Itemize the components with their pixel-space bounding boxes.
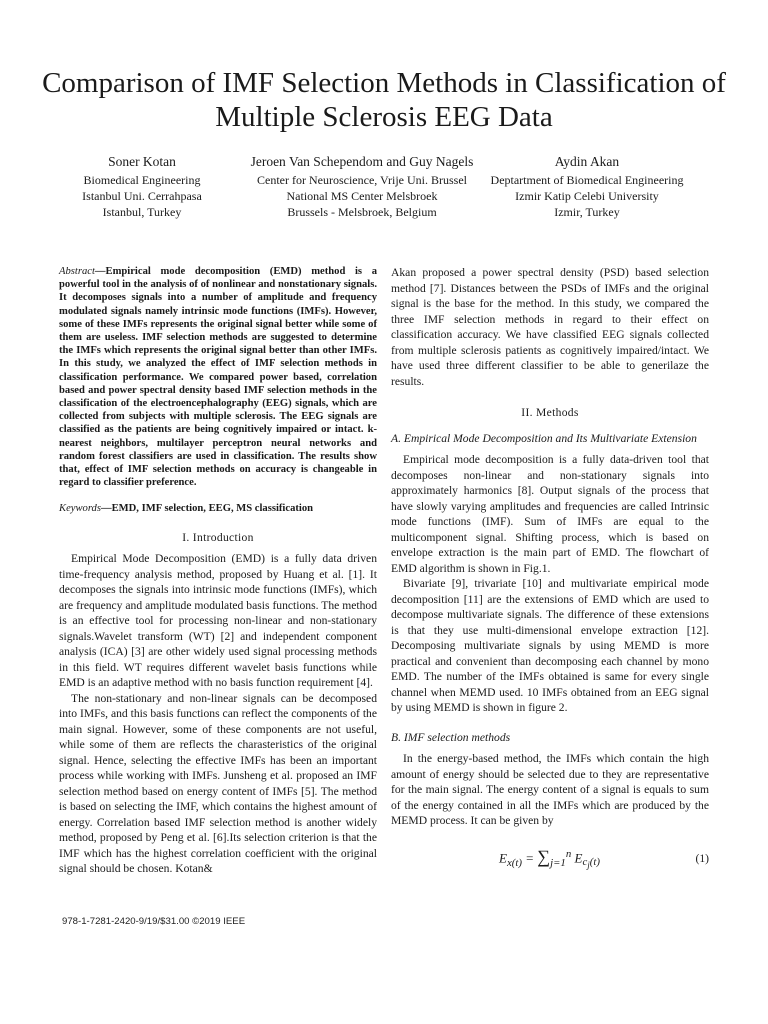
author-affiliation: Brussels - Melsbroek, Belgium [287, 205, 437, 219]
section-heading: II. Methods [521, 406, 579, 419]
author-name: Aydin Akan [554, 154, 620, 169]
author-block [224, 154, 500, 220]
section-heading: I. Introduction [182, 530, 254, 544]
subsection-heading: B. IMF selection methods [391, 730, 511, 744]
keywords: Keywords—EMD, IMF selection, EEG, MS classification [59, 503, 314, 515]
author-block [474, 154, 700, 220]
paragraph: Akan proposed a power spectral density (PSD) based selection method [7]. Distances between the PSDs of IMFs and the original signal is the base for the method. In this study, we compared the three IMF selection methods in regard to their effect on classification accuracy. We have classified EEG signals collected from multiple sclerosis patients as cognitively impaired/intact. We have used three different classifier to be able to generilaze the results. [391, 266, 709, 388]
author-affiliation: Istanbul, Turkey [102, 205, 182, 219]
paragraph: The non-stationary and non-linear signals can be decomposed into IMFs, and this basis functions can reflect the components of the main signal. However, some of these components are not useful, while some of them are reflects the charasteristics of the original signal. Hence, selecting the effective IMFs has been an important process while working with IMFs. Junsheng et al. proposed an IMF selection method based on energy content of IMFs [5]. The method is based on selecting the IMF, which contains the highest amount of energy. Correlation based IMF selection method is another widely method, proposed by Peng et al. [6].Its selection criterion is that the IMF which has the highest correlation coefficient with the original signal should be chosen. Kotan& [59, 691, 377, 876]
equation [391, 841, 709, 885]
author-affiliation: Deptartment of Biomedical Engineering [490, 173, 684, 187]
author-block [62, 154, 222, 220]
abstract: Abstract—Empirical mode decomposition (EMD) method is a powerful tool in the analysis of of nonlinear and nonstationary signals. It decomposes signals into a number of amplitude and frequency modulated signals namely intrinsic mode functions (IMFs). However, some of these IMFs represents the original signal better while some of them are useless. IMF selection methods are suggested to determine the IMFs which represents the original signal better than other IMFs. In this study, we analyzed the effect of IMF selection methods in classification performance. We compared power based, correlation based and power spectral density based IMF selection methods in the classification of the electroencephalography (EEG) signals, which are collected from subjects with multiple sclerosis. The EEG signals are classified as the patients are being cognitively impaired or intact. k-nearest neighbors, multilayer perceptron neural networks and random forest classifiers are used in classification. The results show that, effect of IMF selection methods on accuracy is changeable in regard to classifier preference. [59, 266, 377, 489]
author-name: Jeroen Van Schependom and Guy Nagels [250, 154, 474, 169]
paragraph: In the energy-based method, the IMFs which contain the high amount of energy should be selected due to they are representative for the main signal. The energy content of a signal is equals to sum of the energy contained in all the IMFs which are produced by the MEMD process. It can be given by [391, 752, 709, 827]
paragraph: Empirical Mode Decomposition (EMD) is a fully data driven time-frequency analysis method, proposed by Huang et al. [1]. It decomposes the signals into intrinsic mode functions (IMFs), which are frequency and amplitude modulated basis functions. The method is an effective tool for processing non-linear and non-stationary signals.Wavelet transform (WT) [2] and independent component analysis (ICA) [3] are other widely used signal processing methods in this field. WT requires different wavelet basis functions while EMD is an adaptive method with no basis function requirement [4]. [59, 552, 377, 690]
author-affiliation: National MS Center Melsbroek [286, 189, 438, 203]
author-affiliation: Center for Neuroscience, Vrije Uni. Brussel [257, 173, 467, 187]
copyright-footer: 978-1-7281-2420-9/19/$31.00 ©2019 IEEE [62, 916, 246, 927]
equation-number: (1) [695, 851, 709, 865]
author-name: Soner Kotan [108, 154, 176, 169]
author-affiliation: Istanbul Uni. Cerrahpasa [82, 189, 202, 203]
author-affiliation: Izmir, Turkey [554, 205, 620, 219]
paper-title: Comparison of IMF Selection Methods in Classification of Multiple Sclerosis EEG Data [42, 67, 726, 133]
right-column [391, 265, 709, 885]
paragraph: Bivariate [9], trivariate [10] and multivariate empirical mode decomposition [11] are the extensions of EMD which are used to decompose multivariate signals. The difference of these extensions is that they use multi-dimensional envelope extraction [12]. Decomposing multivariate signals by using MEMD is more practical and convenient than decomposing each channel by mono EMD. The number of the IMFs obtained is same for every single channel when MEMD used. 10 IMFs obtained from an EEG signal by using MEMD is shown in figure 2. [391, 577, 709, 714]
subsection-heading: A. Empirical Mode Decomposition and Its Multivariate Extension [391, 431, 697, 445]
author-affiliation: Biomedical Engineering [83, 173, 201, 187]
equation-body: $E_{x(t)} = \sum_{j=1}^n$ $E_{c_j(t)}$ [499, 845, 601, 871]
author-affiliation: Izmir Katip Celebi University [515, 189, 659, 203]
paragraph: Empirical mode decomposition is a fully data-driven tool that decomposes non-linear and non-stationary signals into approximately harmonics [8]. Output signals of the process that have slowly varying amplitudes and frequencies are called Intrinsic mode functions (IMF). Sum of IMFs are equal to the multicomponent signal. Shifting process, which is based on envelope extraction is the main part of EMD. The flowchart of EMD algorithm is shown in Fig.1. [391, 453, 709, 575]
left-column [59, 265, 377, 877]
